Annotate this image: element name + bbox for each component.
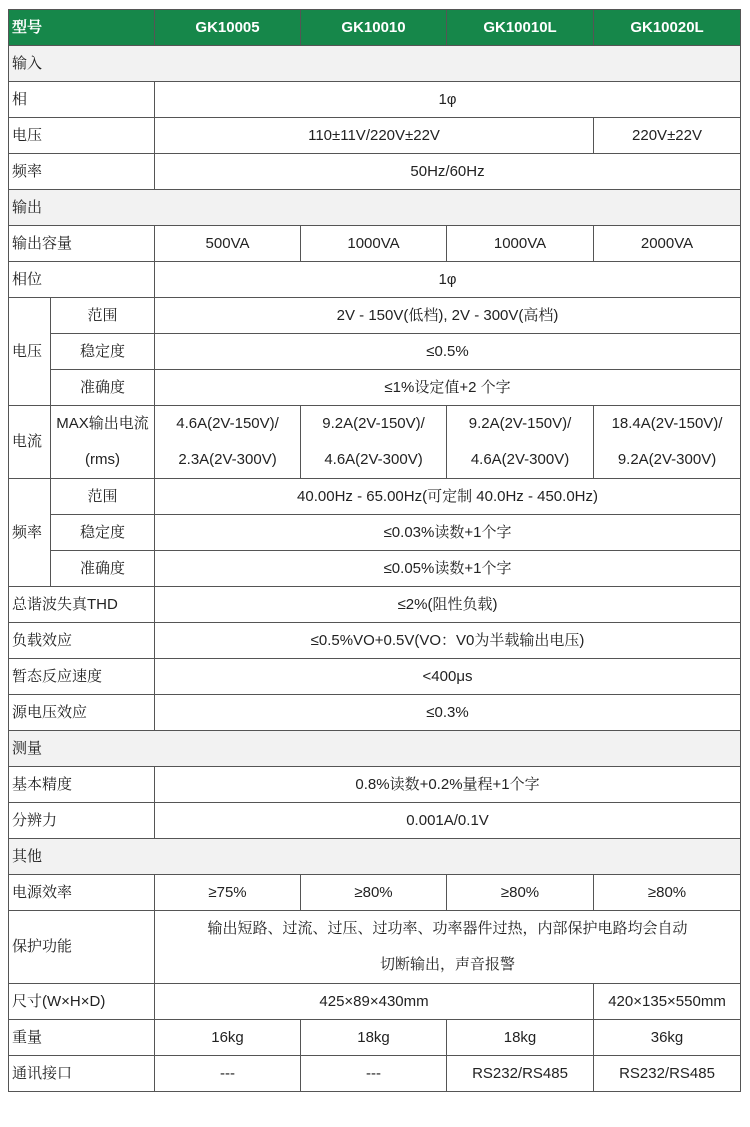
section-output-title: 输出 bbox=[9, 190, 741, 226]
table-row bbox=[9, 695, 741, 731]
row-label: 源电压效应 bbox=[9, 695, 155, 731]
cell-value: 1000VA bbox=[447, 226, 594, 262]
table-row bbox=[9, 118, 741, 154]
cell-value: 18kg bbox=[447, 1020, 594, 1056]
cell-value: 220V±22V bbox=[594, 118, 741, 154]
row-label: 准确度 bbox=[51, 551, 155, 587]
spec-table bbox=[8, 9, 741, 1092]
model-name: GK10010L bbox=[447, 10, 594, 46]
table-row bbox=[9, 1056, 741, 1092]
row-label: 相 bbox=[9, 82, 155, 118]
row-label: 频率 bbox=[9, 154, 155, 190]
cell-value: --- bbox=[301, 1056, 447, 1092]
model-header-label: 型号 bbox=[9, 10, 155, 46]
cell-value: RS232/RS485 bbox=[447, 1056, 594, 1092]
row-label: 电源效率 bbox=[9, 875, 155, 911]
current-label-line2: (rms) bbox=[85, 451, 120, 468]
header-row bbox=[9, 10, 741, 46]
current-line2: 2.3A(2V-300V) bbox=[178, 451, 277, 468]
cell-value bbox=[594, 406, 741, 479]
current-line2: 4.6A(2V-300V) bbox=[324, 451, 423, 468]
cell-value bbox=[155, 406, 301, 479]
cell-value: ≤0.3% bbox=[155, 695, 741, 731]
table-row bbox=[9, 803, 741, 839]
row-label: 相位 bbox=[9, 262, 155, 298]
cell-value: 2000VA bbox=[594, 226, 741, 262]
section-measure-title: 测量 bbox=[9, 731, 741, 767]
cell-value bbox=[447, 406, 594, 479]
row-label: 负载效应 bbox=[9, 623, 155, 659]
table-row bbox=[9, 767, 741, 803]
row-label: 输出容量 bbox=[9, 226, 155, 262]
table-row bbox=[9, 82, 741, 118]
cell-value: 40.00Hz - 65.00Hz(可定制 40.0Hz - 450.0Hz) bbox=[155, 479, 741, 515]
table-row bbox=[9, 1020, 741, 1056]
cell-value: ≤0.5% bbox=[155, 334, 741, 370]
row-label: 范围 bbox=[51, 479, 155, 515]
cell-value: 500VA bbox=[155, 226, 301, 262]
row-label: 基本精度 bbox=[9, 767, 155, 803]
row-label: 电压 bbox=[9, 118, 155, 154]
section-other-title: 其他 bbox=[9, 839, 741, 875]
table-row bbox=[9, 479, 741, 515]
table-row bbox=[9, 262, 741, 298]
protection-line1: 输出短路、过流、过压、过功率、功率器件过热，内部保护电路均会自动 bbox=[207, 920, 688, 937]
group-label: 电流 bbox=[9, 406, 51, 479]
cell-value: 36kg bbox=[594, 1020, 741, 1056]
cell-value: 1φ bbox=[155, 262, 741, 298]
cell-value: ≤0.03%读数+1个字 bbox=[155, 515, 741, 551]
cell-value: 1φ bbox=[155, 82, 741, 118]
cell-value: ≥75% bbox=[155, 875, 301, 911]
row-label: 范围 bbox=[51, 298, 155, 334]
cell-value: <400μs bbox=[155, 659, 741, 695]
cell-value: 0.001A/0.1V bbox=[155, 803, 741, 839]
model-name: GK10005 bbox=[155, 10, 301, 46]
section-input-title: 输入 bbox=[9, 46, 741, 82]
table-row bbox=[9, 298, 741, 334]
table-row bbox=[9, 875, 741, 911]
table-row bbox=[9, 226, 741, 262]
row-label: 保护功能 bbox=[9, 911, 155, 984]
section-row bbox=[9, 731, 741, 767]
row-label: 稳定度 bbox=[51, 515, 155, 551]
cell-value bbox=[301, 406, 447, 479]
cell-value: 420×135×550mm bbox=[594, 984, 741, 1020]
row-label bbox=[51, 406, 155, 479]
row-label: 稳定度 bbox=[51, 334, 155, 370]
current-label-line1: MAX输出电流 bbox=[56, 415, 149, 432]
cell-value: ≤1%设定值+2 个字 bbox=[155, 370, 741, 406]
cell-value: 16kg bbox=[155, 1020, 301, 1056]
table-row bbox=[9, 984, 741, 1020]
current-line1: 4.6A(2V-150V)/ bbox=[176, 415, 279, 432]
current-line2: 4.6A(2V-300V) bbox=[470, 451, 570, 468]
current-line2: 9.2A(2V-300V) bbox=[617, 451, 717, 468]
model-name: GK10010 bbox=[301, 10, 447, 46]
section-row bbox=[9, 46, 741, 82]
table-row bbox=[9, 515, 741, 551]
cell-value: ≤0.05%读数+1个字 bbox=[155, 551, 741, 587]
cell-value: ≥80% bbox=[447, 875, 594, 911]
group-label: 电压 bbox=[9, 298, 51, 406]
cell-value: 1000VA bbox=[301, 226, 447, 262]
table-row bbox=[9, 623, 741, 659]
section-row bbox=[9, 839, 741, 875]
current-line1: 9.2A(2V-150V)/ bbox=[322, 415, 425, 432]
cell-value: 0.8%读数+0.2%量程+1个字 bbox=[155, 767, 741, 803]
table-row bbox=[9, 370, 741, 406]
group-label: 频率 bbox=[9, 479, 51, 587]
table-row bbox=[9, 154, 741, 190]
row-label: 通讯接口 bbox=[9, 1056, 155, 1092]
protection-line2: 切断输出，声音报警 bbox=[380, 956, 516, 973]
row-label: 重量 bbox=[9, 1020, 155, 1056]
cell-value: 425×89×430mm bbox=[155, 984, 594, 1020]
table-row bbox=[9, 659, 741, 695]
table-row bbox=[9, 587, 741, 623]
cell-value: 18kg bbox=[301, 1020, 447, 1056]
row-label: 准确度 bbox=[51, 370, 155, 406]
cell-value: ≤0.5%VO+0.5V(VO：V0为半载输出电压) bbox=[155, 623, 741, 659]
row-label: 暂态反应速度 bbox=[9, 659, 155, 695]
cell-value: ≥80% bbox=[301, 875, 447, 911]
cell-value bbox=[155, 911, 741, 984]
cell-value: 110±11V/220V±22V bbox=[155, 118, 594, 154]
cell-value: ≥80% bbox=[594, 875, 741, 911]
table-row bbox=[9, 406, 741, 479]
current-line1: 18.4A(2V-150V)/ bbox=[611, 415, 723, 432]
table-row bbox=[9, 551, 741, 587]
model-name: GK10020L bbox=[594, 10, 741, 46]
row-label: 总谐波失真THD bbox=[9, 587, 155, 623]
cell-value: --- bbox=[155, 1056, 301, 1092]
table-row bbox=[9, 911, 741, 984]
current-line1: 9.2A(2V-150V)/ bbox=[468, 415, 572, 432]
section-row bbox=[9, 190, 741, 226]
cell-value: RS232/RS485 bbox=[594, 1056, 741, 1092]
table-row bbox=[9, 334, 741, 370]
cell-value: 50Hz/60Hz bbox=[155, 154, 741, 190]
row-label: 分辨力 bbox=[9, 803, 155, 839]
cell-value: 2V - 150V(低档), 2V - 300V(高档) bbox=[155, 298, 741, 334]
row-label: 尺寸(W×H×D) bbox=[9, 984, 155, 1020]
cell-value: ≤2%(阻性负载) bbox=[155, 587, 741, 623]
